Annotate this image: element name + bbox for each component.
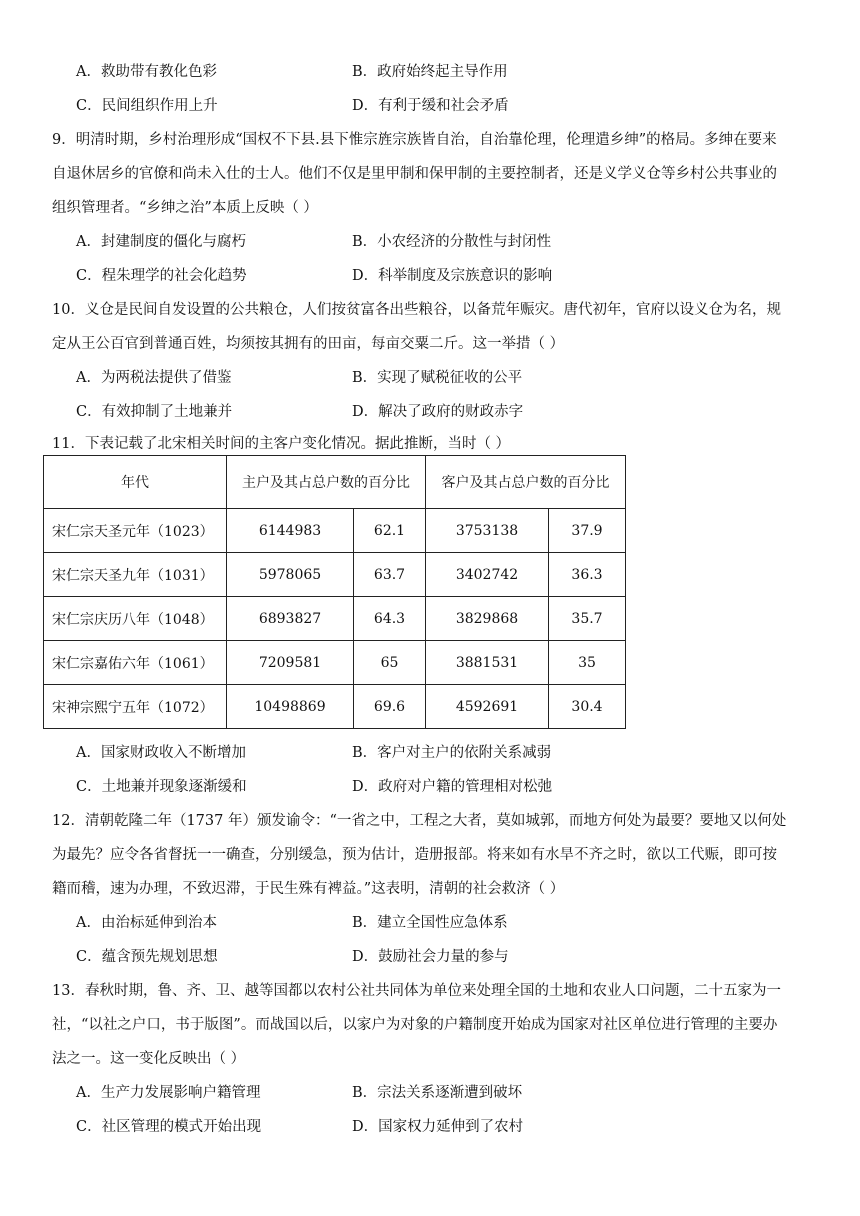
q9-option-c: C．程朱理学的社会化趋势	[76, 268, 247, 284]
table-row	[44, 597, 626, 641]
q12-text-line-1: 12．清朝乾隆二年（1737 年）颁发谕令：“一省之中，工程之大者，莫如城郭，而地方何处为最要？要地又以何处	[52, 813, 787, 829]
q8-option-b: B．政府始终起主导作用	[352, 64, 508, 80]
q8-option-c: C．民间组织作用上升	[76, 98, 218, 114]
q12-text-line-2: 为最先？应令各省督抚一一确查，分别缓急，预为估计，造册报部。将来如有水旱不齐之时，欲以工代赈，即可按	[52, 847, 777, 863]
q13-option-b: B．宗法关系逐渐遭到破坏	[352, 1085, 523, 1101]
table-cell-era: 宋仁宗天圣元年（1023）	[44, 509, 227, 553]
table-cell-guest-count: 4592691	[426, 685, 549, 729]
q9-text-line-3: 组织管理者。“乡绅之治”本质上反映（ ）	[52, 200, 318, 216]
q13-option-c: C．社区管理的模式开始出现	[76, 1119, 262, 1135]
q9-option-b: B．小农经济的分散性与封闭性	[352, 234, 552, 250]
table-row	[44, 685, 626, 729]
table-cell-guest-percent: 30.4	[549, 685, 626, 729]
table-cell-era: 宋仁宗天圣九年（1031）	[44, 553, 227, 597]
table-cell-era: 宋仁宗嘉佑六年（1061）	[44, 641, 227, 685]
q11-option-a: A．国家财政收入不断增加	[76, 745, 246, 761]
q12-option-b: B．建立全国性应急体系	[352, 915, 508, 931]
q12-option-c: C．蕴含预先规划思想	[76, 949, 218, 965]
table-cell-main-percent: 62.1	[354, 509, 426, 553]
table-cell-main-count: 6893827	[227, 597, 354, 641]
table-cell-guest-count: 3402742	[426, 553, 549, 597]
table-cell-guest-count: 3753138	[426, 509, 549, 553]
q13-text-line-3: 法之一。这一变化反映出（ ）	[52, 1051, 246, 1067]
q9-text-line-1: 9．明清时期，乡村治理形成“国权不下县.县下惟宗旌宗族皆自治，自治靠伦理，伦理遣乡绅”的格局。多绅在要来	[52, 132, 777, 148]
q9-option-a: A．封建制度的僵化与腐朽	[76, 234, 246, 250]
table-header-era: 年代	[44, 456, 227, 509]
table-cell-main-percent: 63.7	[354, 553, 426, 597]
table-row	[44, 553, 626, 597]
table-cell-main-percent: 64.3	[354, 597, 426, 641]
q10-option-b: B．实现了赋税征收的公平	[352, 370, 523, 386]
table-header-row	[44, 456, 626, 509]
table-cell-guest-percent: 37.9	[549, 509, 626, 553]
q8-option-d: D．有利于缓和社会矛盾	[352, 98, 509, 114]
q9-option-d: D．科举制度及宗族意识的影响	[352, 268, 553, 284]
table-cell-main-count: 10498869	[227, 685, 354, 729]
q8-option-a: A．救助带有教化色彩	[76, 64, 217, 80]
q10-text-line-1: 10．义仓是民间自发设置的公共粮仓，人们按贫富各出些粮谷，以备荒年赈灾。唐代初年，官府以设义仓为名，规	[52, 302, 781, 318]
table-cell-main-percent: 65	[354, 641, 426, 685]
q10-text-line-2: 定从王公百官到普通百姓，均须按其拥有的田亩，每亩交粟二斤。这一举措（ ）	[52, 336, 565, 352]
q11-option-c: C．土地兼并现象逐渐缓和	[76, 779, 247, 795]
table-header-main-households: 主户及其占总户数的百分比	[227, 456, 426, 509]
household-table	[43, 455, 626, 729]
table-row	[44, 641, 626, 685]
table-row	[44, 509, 626, 553]
table-cell-main-percent: 69.6	[354, 685, 426, 729]
table-cell-main-count: 7209581	[227, 641, 354, 685]
q11-option-d: D．政府对户籍的管理相对松弛	[352, 779, 553, 795]
table-cell-era: 宋神宗熙宁五年（1072）	[44, 685, 227, 729]
q13-text-line-2: 社，“以社之户口，书于版图”。而战国以后，以家户为对象的户籍制度开始成为国家对社区单位进行管理的主要办	[52, 1017, 778, 1033]
table-cell-main-count: 6144983	[227, 509, 354, 553]
q11-option-b: B．客户对主户的依附关系减弱	[352, 745, 552, 761]
table-cell-guest-count: 3829868	[426, 597, 549, 641]
q13-option-d: D．国家权力延伸到了农村	[352, 1119, 524, 1135]
q12-option-a: A．由治标延伸到治本	[76, 915, 217, 931]
q9-text-line-2: 自退休居乡的官僚和尚未入仕的士人。他们不仅是里甲制和保甲制的主要控制者，还是义学义仓等乡村公共事业的	[52, 166, 777, 182]
q11-text-line: 11．下表记载了北宋相关时间的主客户变化情况。据此推断，当时（ ）	[52, 436, 511, 452]
table-cell-guest-percent: 36.3	[549, 553, 626, 597]
q10-option-a: A．为两税法提供了借鉴	[76, 370, 232, 386]
q12-option-d: D．鼓励社会力量的参与	[352, 949, 509, 965]
table-cell-guest-count: 3881531	[426, 641, 549, 685]
q12-text-line-3: 籍而稽，速为办理，不致迟滞，于民生殊有裨益。”这表明，清朝的社会救济（ ）	[52, 881, 565, 897]
table-cell-era: 宋仁宗庆历八年（1048）	[44, 597, 227, 641]
table-cell-guest-percent: 35.7	[549, 597, 626, 641]
q10-option-c: C．有效抑制了土地兼并	[76, 404, 233, 420]
q13-option-a: A．生产力发展影响户籍管理	[76, 1085, 261, 1101]
table-cell-guest-percent: 35	[549, 641, 626, 685]
table-header-guest-households: 客户及其占总户数的百分比	[426, 456, 626, 509]
q13-text-line-1: 13．春秋时期，鲁、齐、卫、越等国都以农村公社共同体为单位来处理全国的土地和农业人口问题，二十五家为一	[52, 983, 781, 999]
table-cell-main-count: 5978065	[227, 553, 354, 597]
q10-option-d: D．解决了政府的财政赤字	[352, 404, 524, 420]
